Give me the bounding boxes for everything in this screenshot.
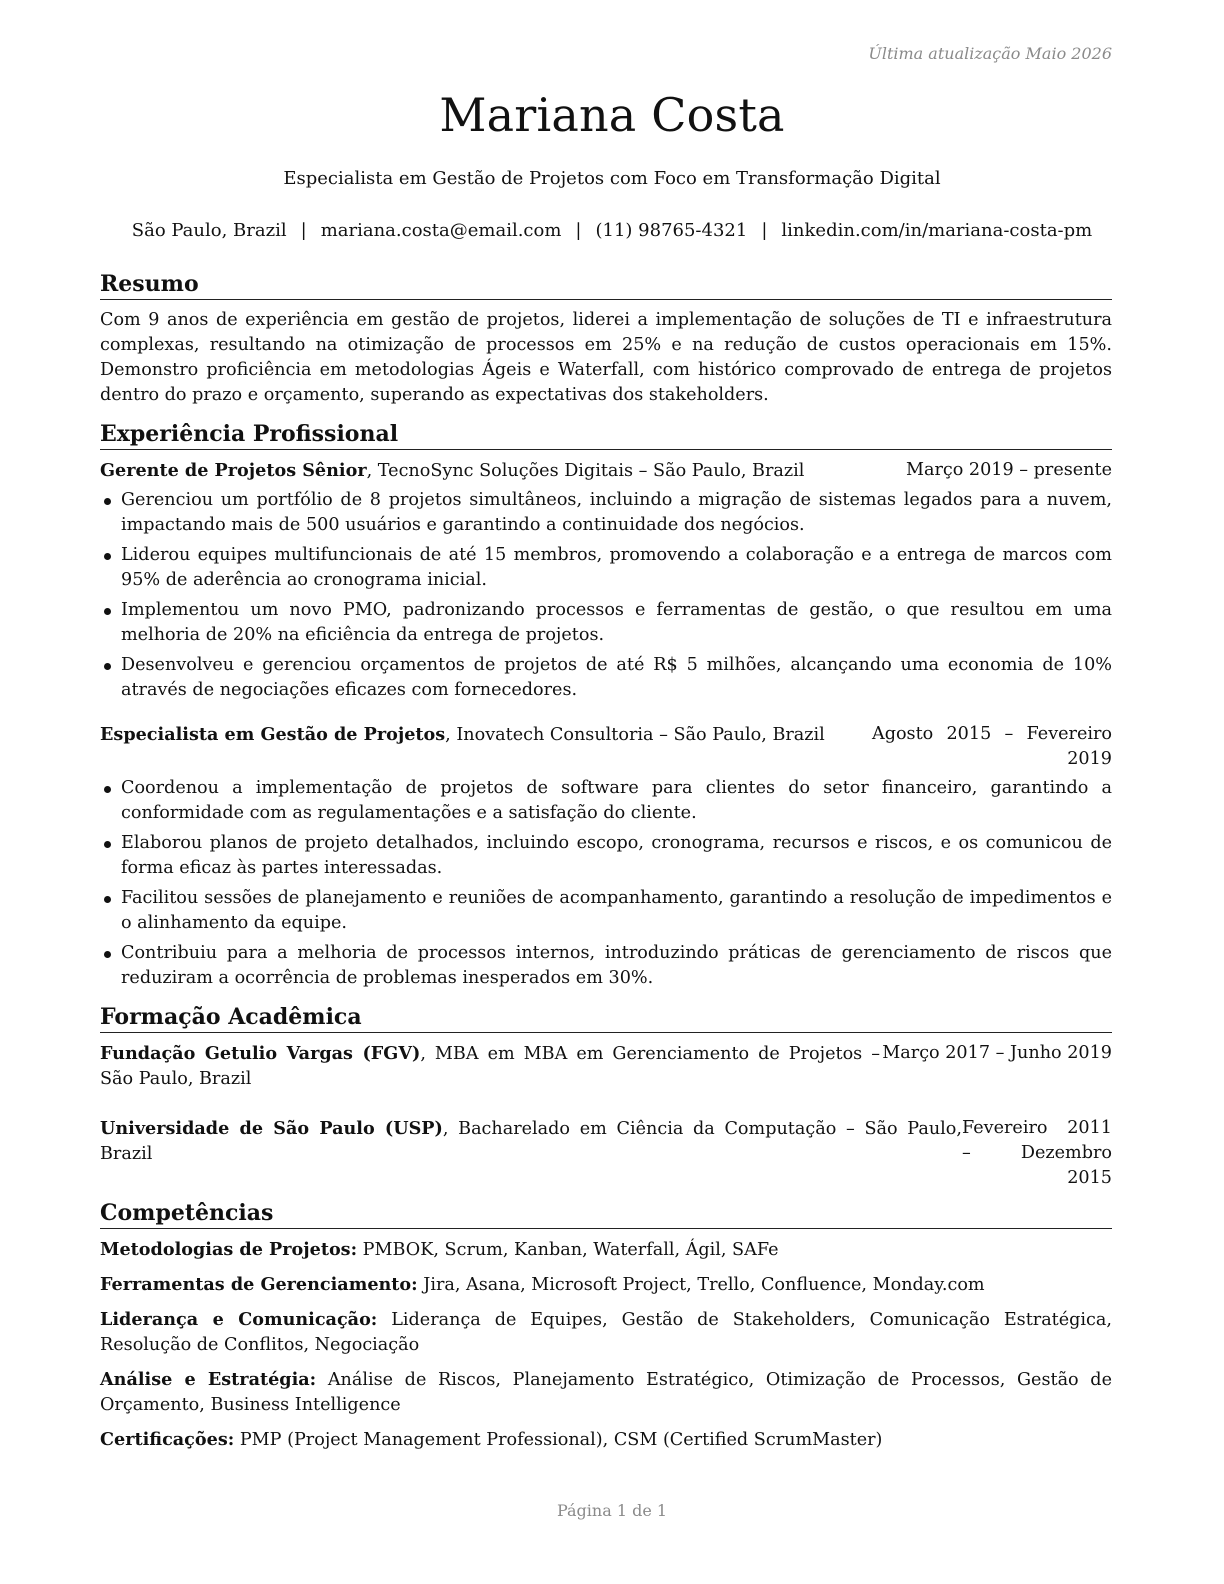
bullet-item: Liderou equipes multifuncionais de até 15 membros, promovendo a colaboração e a entrega de marcos com 95% de aderência ao cronograma inicial. — [100, 543, 1112, 593]
school-name: Fundação Getulio Vargas (FGV) — [100, 1043, 421, 1064]
bullet-item: Gerenciou um portfólio de 8 projetos simultâneos, incluindo a migração de sistemas legados para a nuvem, impactando mais de 500 usuários e garantindo a continuidade dos negócios. — [100, 488, 1112, 538]
job-header — [100, 722, 1112, 772]
education-entry — [100, 1116, 1112, 1191]
bullet-icon — [104, 841, 111, 848]
bullet-icon — [104, 786, 111, 793]
bullet-item: Implementou um novo PMO, padronizando processos e ferramentas de gestão, o que resultou em uma melhoria de 20% na eficiência da entrega de projetos. — [100, 598, 1112, 648]
skill-label: Análise e Estratégia: — [100, 1369, 317, 1390]
section-title-education: Formação Acadêmica — [100, 1003, 1112, 1033]
bullet-item: Coordenou a implementação de projetos de software para clientes do setor financeiro, garantindo a conformidade com as regulamentações e a satisfação do cliente. — [100, 776, 1112, 826]
skill-row — [100, 1367, 1112, 1418]
skill-label: Metodologias de Projetos: — [100, 1239, 358, 1260]
last-updated: Última atualização Maio 2026 — [868, 44, 1112, 63]
education-dates: Março 2017 – Junho 2019 — [882, 1043, 1112, 1063]
skill-row — [100, 1307, 1112, 1358]
candidate-name: Mariana Costa — [439, 88, 785, 142]
job-dates: Março 2019 – presente — [905, 460, 1112, 480]
degree-detail: , Bacharelado em Ciência da Computação – São Paulo, Brazil — [100, 1119, 962, 1164]
job-role: Especialista em Gestão de Projetos — [100, 724, 446, 745]
skill-row — [100, 1237, 1112, 1263]
experience-section — [100, 420, 1112, 991]
headline: Especialista em Gestão de Projetos com Foco em Transformação Digital — [283, 168, 941, 189]
job-dates: Agosto 2015 – Fevereiro 2019 — [872, 724, 1112, 769]
bullet-item: Contribuiu para a melhoria de processos internos, introduzindo práticas de gerenciamento de riscos que reduziram a ocorrência de problemas inesperados em 30%. — [100, 941, 1112, 991]
job-role: Gerente de Projetos Sênior — [100, 460, 367, 481]
skill-value: Liderança de Equipes, Gestão de Stakeholders, Comunicação Estratégica, Resolução de Conflitos, Negociação — [100, 1310, 1112, 1355]
bullet-item: Desenvolveu e gerenciou orçamentos de projetos de até R$ 5 milhões, alcançando uma economia de 10% através de negociações eficazes com fornecedores. — [100, 653, 1112, 703]
location: São Paulo, Brazil — [131, 220, 287, 241]
job-company: , Inovatech Consultoria – São Paulo, Brazil — [445, 725, 825, 745]
summary-section — [100, 270, 1112, 408]
job-entry — [100, 722, 1112, 991]
skill-value: Análise de Riscos, Planejamento Estratégico, Otimização de Processos, Gestão de Orçamento, Business Intelligence — [100, 1370, 1112, 1415]
job-entry — [100, 458, 1112, 703]
skill-value: Jira, Asana, Microsoft Project, Trello, Confluence, Monday.com — [417, 1275, 985, 1295]
job-bullets — [100, 776, 1112, 991]
section-title-summary: Resumo — [100, 270, 1112, 300]
phone: (11) 98765-4321 — [595, 220, 748, 241]
separator: | — [300, 220, 307, 241]
bullet-item: Elaborou planos de projeto detalhados, incluindo escopo, cronograma, recursos e riscos, e os comunicou de forma eficaz às partes interessadas. — [100, 831, 1112, 881]
separator: | — [575, 220, 582, 241]
school-name: Universidade de São Paulo (USP) — [100, 1118, 443, 1139]
education-entry — [100, 1041, 1112, 1092]
skill-value: PMBOK, Scrum, Kanban, Waterfall, Ágil, SAFe — [357, 1240, 779, 1260]
bullet-icon — [104, 663, 111, 670]
job-header — [100, 458, 1112, 484]
contact-line — [0, 220, 1224, 241]
bullet-icon — [104, 951, 111, 958]
job-bullets — [100, 488, 1112, 703]
linkedin-link[interactable]: linkedin.com/in/mariana-costa-pm — [781, 220, 1093, 241]
skill-value: PMP (Project Management Professional), CSM (Certified ScrumMaster) — [234, 1430, 883, 1450]
education-section — [100, 1003, 1112, 1191]
skill-label: Ferramentas de Gerenciamento: — [100, 1274, 418, 1295]
job-company: , TecnoSync Soluções Digitais – São Paulo, Brazil — [366, 461, 805, 481]
bullet-icon — [104, 553, 111, 560]
section-title-experience: Experiência Profissional — [100, 420, 1112, 450]
bullet-icon — [104, 896, 111, 903]
degree-detail: , MBA em MBA em Gerenciamento de Projetos – São Paulo, Brazil — [100, 1044, 881, 1089]
skill-label: Liderança e Comunicação: — [100, 1309, 378, 1330]
bullet-icon — [104, 608, 111, 615]
page-number: Página 1 de 1 — [556, 1501, 668, 1520]
bullet-icon — [104, 498, 111, 505]
skills-section — [100, 1199, 1112, 1453]
resume-content — [100, 270, 1112, 1465]
section-title-skills: Competências — [100, 1199, 1112, 1229]
skill-label: Certificações: — [100, 1429, 235, 1450]
skill-row — [100, 1272, 1112, 1298]
skill-row — [100, 1427, 1112, 1453]
bullet-item: Facilitou sessões de planejamento e reuniões de acompanhamento, garantindo a resolução de impedimentos e o alinhamento da equipe. — [100, 886, 1112, 936]
separator: | — [761, 220, 768, 241]
education-dates: Fevereiro 2011 – Dezembro 2015 — [962, 1118, 1112, 1188]
summary-text: Com 9 anos de experiência em gestão de projetos, liderei a implementação de soluções de TI e infraestrutura complexas, resultando na otimização de processos em 25% e na redução de custos operacionais em 15%. Demonstro proficiência em metodologias Ágeis e Waterfall, com histórico comprovado de entrega de projetos dentro do prazo e orçamento, superando as expectativas dos stakeholders. — [100, 310, 1112, 405]
email-link[interactable]: mariana.costa@email.com — [320, 220, 562, 241]
